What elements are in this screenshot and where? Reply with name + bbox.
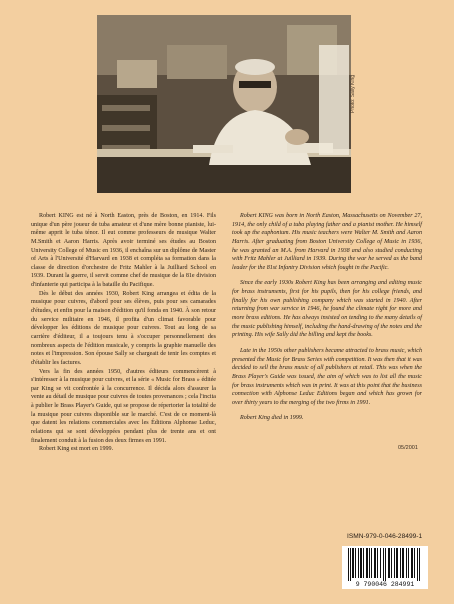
document-code: 05/2001 (398, 445, 418, 451)
portrait-illustration (97, 15, 351, 193)
portrait-photo (97, 15, 351, 193)
barcode (342, 546, 428, 589)
english-paragraph: Robert KING was born in North Easton, Massachusetts on November 27, 1914, the only child of a tuba playing father and a pianist mother. He himself took up the euphonium. His music teachers were Walter M. Smith and Aaron Harris. After graduating from Boston University College of Music in 1936, he was granted an M.A. from Harvard in 1938 and also studied conducting with Fritz Mahler at Juilliard in 1939. During the war he served as the band leader for the 81st Infantry Division which fought in the Pacific. (232, 213, 422, 271)
photo-credit: Photo: Sally King (350, 74, 356, 113)
french-paragraph: Robert King est mort en 1999. (39, 446, 114, 453)
french-paragraph: Vers la fin des années 1950, d'autres éditeurs commencèrent à s'intéresser à la musique pour cuivres, et la série « Music for Brass » éditée par King se vit confrontée à la concurrence. Il décida alors d'assurer la vente au détail de musique pour cuivres de toutes provenances ; cela l'incita à publier le Brass Player's Guide, qui se propose de répertorier la totalité de la musique pour cuivres disponible sur le marché. C'est de ce moment-là que datent les relations commerciales avec les Éditions Alphonse Leduc, relations qui se sont développées pendant plus de trente ans et ont finalement conduit à la fusion des deux firmes en 1991. (31, 368, 216, 444)
english-paragraph: Robert King died in 1999. (240, 415, 304, 422)
french-paragraph: Dès le début des années 1930, Robert King arrangea et édita de la musique pour cuivres, d'abord pour ses élèves, puis pour ses camarades d'études, et enfin pour la maison d'édition qu'il fonda en 1940. À son retour du service militaire en 1946, il profita d'un climat favorable pour développer les éditions de musique pour cuivres. Tout au long de sa carrière d'éditeur, il a toujours tenu à s'occuper personnellement des nombreux aspects de l'édition musicale, y compris la graphie manuelle des notes et l'impression. Son épouse Sally se chargeait de tenir les comptes et d'établir les factures. (31, 290, 216, 366)
english-paragraph: Late in the 1950s other publishers became attracted to brass music, which presented the Music for Brass Series with competition. It was then that it was decided to sell the brass music of all publishers at retail. This was when the Brass Player's Guide was issued, the aim of which was to list all the music for brass instruments which was in print. It was at this point that the business connection with Alphonse Leduc Editions began and which has grown for over thirty years to the merging of the two firms in 1991. (232, 347, 422, 406)
english-paragraph: Since the early 1930s Robert King has been arranging and editing music for brass instruments, first for his pupils, then for his college friends, and finally for his own publishing company which was started in 1940. After returning from war service in 1946, he found the climate right for more and more brass editions. He has always insisted on tending to the many details of the music publishing himself, including the hand-drawing of the notes and the printing. His wife Sally did the billing and kept the books. (232, 280, 422, 339)
french-biography (31, 212, 216, 454)
barcode-bars (342, 546, 428, 582)
french-paragraph: Robert KING est né à North Easton, près de Boston, en 1914. Fils unique d'un père joueur de tuba amateur et d'une mère bonne pianiste, lui-même apprit le tuba ténor. Il eut comme professeurs de musique Walter M.Smith et Aaron Harris. Après avoir terminé ses études au Boston University College of Music en 1936, il enchaîna sur un diplôme de Master of Arts à l'Université d'Harvard en 1938 et compléta sa formation dans la classe de direction d'orchestre de Fritz Mahler à la Juilliard School en 1939. Durant la guerre, il servit comme chef de musique de la 81e division d'infanterie qui participa à la bataille du Pacifique. (31, 213, 216, 289)
english-biography (232, 212, 422, 430)
ismn-label: ISMN-979-0-046-28499-1 (347, 533, 423, 540)
barcode-number: 9 790046 284991 (342, 581, 428, 588)
